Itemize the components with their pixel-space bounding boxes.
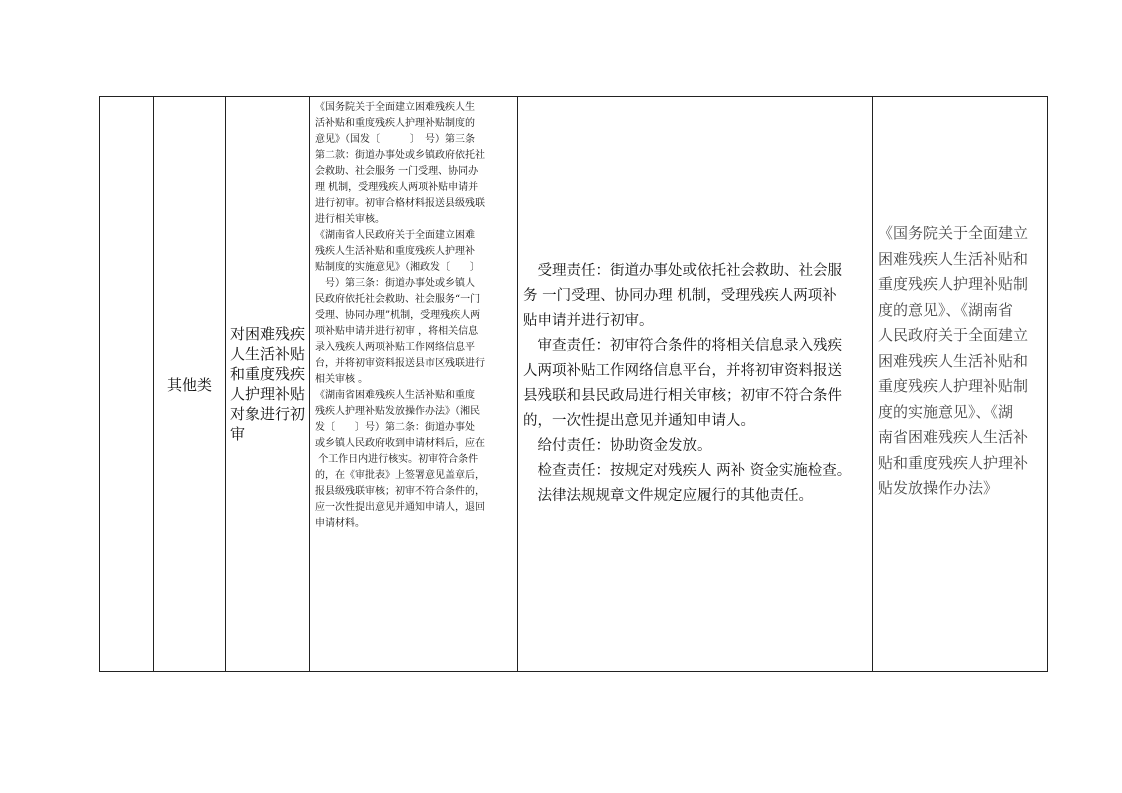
legal-basis-cell: [310, 97, 518, 672]
reference-line: 重度残疾人护理补贴制: [878, 275, 1029, 293]
basis-line: 残疾人生活补贴和重度残疾人护理补: [315, 246, 475, 257]
basis-line: 民政府依托社会救助、社会服务“一门: [315, 294, 481, 305]
reference-line: 困难残疾人生活补贴和: [878, 249, 1029, 268]
basis-line: 意见》（国发〔 〕 号）第三条: [315, 134, 475, 145]
basis-line: 理 机制，受理残疾人两项补贴申请并: [315, 182, 479, 193]
basis-line: 贴制度的实施意见》（湘政发〔 〕: [315, 262, 480, 273]
responsibility-line: 县残联和县民政局进行相关审核；初审不符合条件: [523, 388, 842, 404]
item-name-cell: 对困难残疾人生活补贴和重度残疾人护理补贴对象进行初审: [226, 97, 310, 672]
reference-line: 《国务院关于全面建立: [878, 224, 1029, 242]
reference-line: 困难残疾人生活补贴和: [878, 351, 1029, 370]
responsibility-line: 给付责任：协助资金发放。: [537, 438, 712, 454]
basis-line: 项补贴申请并进行初审 ，将相关信息: [315, 326, 479, 337]
basis-line: 报县级残联审核；初审不符合条件的，: [315, 486, 485, 497]
basis-line: 或乡镇人民政府收到申请材料后，应在: [315, 438, 485, 449]
basis-line: 残疾人护理补贴发放操作办法》（湘民: [315, 406, 480, 417]
responsibility-line: 审查责任：初审符合条件的将相关信息录入残疾: [537, 338, 842, 354]
reference-line: 贴发放操作办法》: [878, 479, 999, 497]
cell-spacer: [878, 97, 1042, 221]
basis-line: 第二款：街道办事处或乡镇政府依托社: [315, 150, 485, 161]
responsibility-line: 务 一门受理、协同办理 机制，受理残疾人两项补: [523, 288, 837, 304]
reference-line: 重度残疾人护理补贴制: [878, 377, 1029, 395]
responsibility-line: 受理责任：街道办事处或依托社会救助、社会服: [537, 263, 842, 279]
responsibility-cell: [518, 97, 873, 672]
basis-line: 受理、协同办理”机制，受理残疾人两: [315, 310, 481, 321]
table-row: [100, 97, 1048, 672]
basis-line: 台，并将初审资料报送县市区残联进行: [315, 358, 485, 369]
responsibility-line: 贴申请并进行初审。: [523, 313, 654, 329]
basis-line: 会救助、社会服务 一门受理、协同办: [315, 166, 479, 177]
basis-line: 应一次性提出意见并通知申请人，退回: [315, 502, 485, 513]
row-index-cell: [100, 97, 154, 672]
reference-line: 人民政府关于全面建立: [878, 326, 1029, 344]
basis-line: 进行相关审核。: [315, 214, 385, 225]
basis-line: 号）第三条：街道办事处或乡镇人: [315, 278, 475, 289]
reference-line: 贴和重度残疾人护理补: [878, 453, 1029, 472]
basis-line: 《湖南省困难残疾人生活补贴和重度: [315, 390, 475, 401]
responsibility-table: [99, 96, 1048, 672]
reference-line: 南省困难残疾人生活补: [878, 428, 1029, 446]
basis-line: 相关审核 。: [315, 374, 369, 385]
basis-line: 活补贴和重度残疾人护理补贴制度的: [315, 118, 475, 129]
basis-line: 申请材料。: [315, 518, 365, 529]
basis-line: 进行初审。初审合格材料报送县级残联: [315, 198, 485, 209]
responsibility-line: 法律法规规章文件规定应履行的其他责任。: [537, 488, 813, 504]
responsibility-line: 的，一次性提出意见并通知申请人。: [523, 413, 755, 429]
reference-line: 度的意见》、《湖南省: [878, 300, 1014, 319]
basis-line: 的，在《审批表》上签署意见盖章后，: [315, 470, 485, 481]
basis-line: 《国务院关于全面建立困难残疾人生: [315, 102, 475, 113]
basis-line: 个工作日内进行核实。初审符合条件: [315, 454, 479, 465]
basis-line: 录入残疾人两项补贴工作网络信息平: [315, 342, 475, 353]
category-cell: 其他类: [154, 97, 226, 672]
responsibility-line: 人两项补贴工作网络信息平台，并将初审资料报送: [523, 363, 842, 379]
responsibility-line: 检查责任：按规定对残疾人 两补 资金实施检查。: [537, 463, 852, 479]
basis-line: 《湖南省人民政府关于全面建立困难: [315, 230, 475, 241]
reference-line: 度的实施意见》、《湖: [878, 402, 1014, 421]
reference-cell: [873, 97, 1048, 672]
basis-line: 发〔 〕号）第二条：街道办事处: [315, 422, 475, 433]
